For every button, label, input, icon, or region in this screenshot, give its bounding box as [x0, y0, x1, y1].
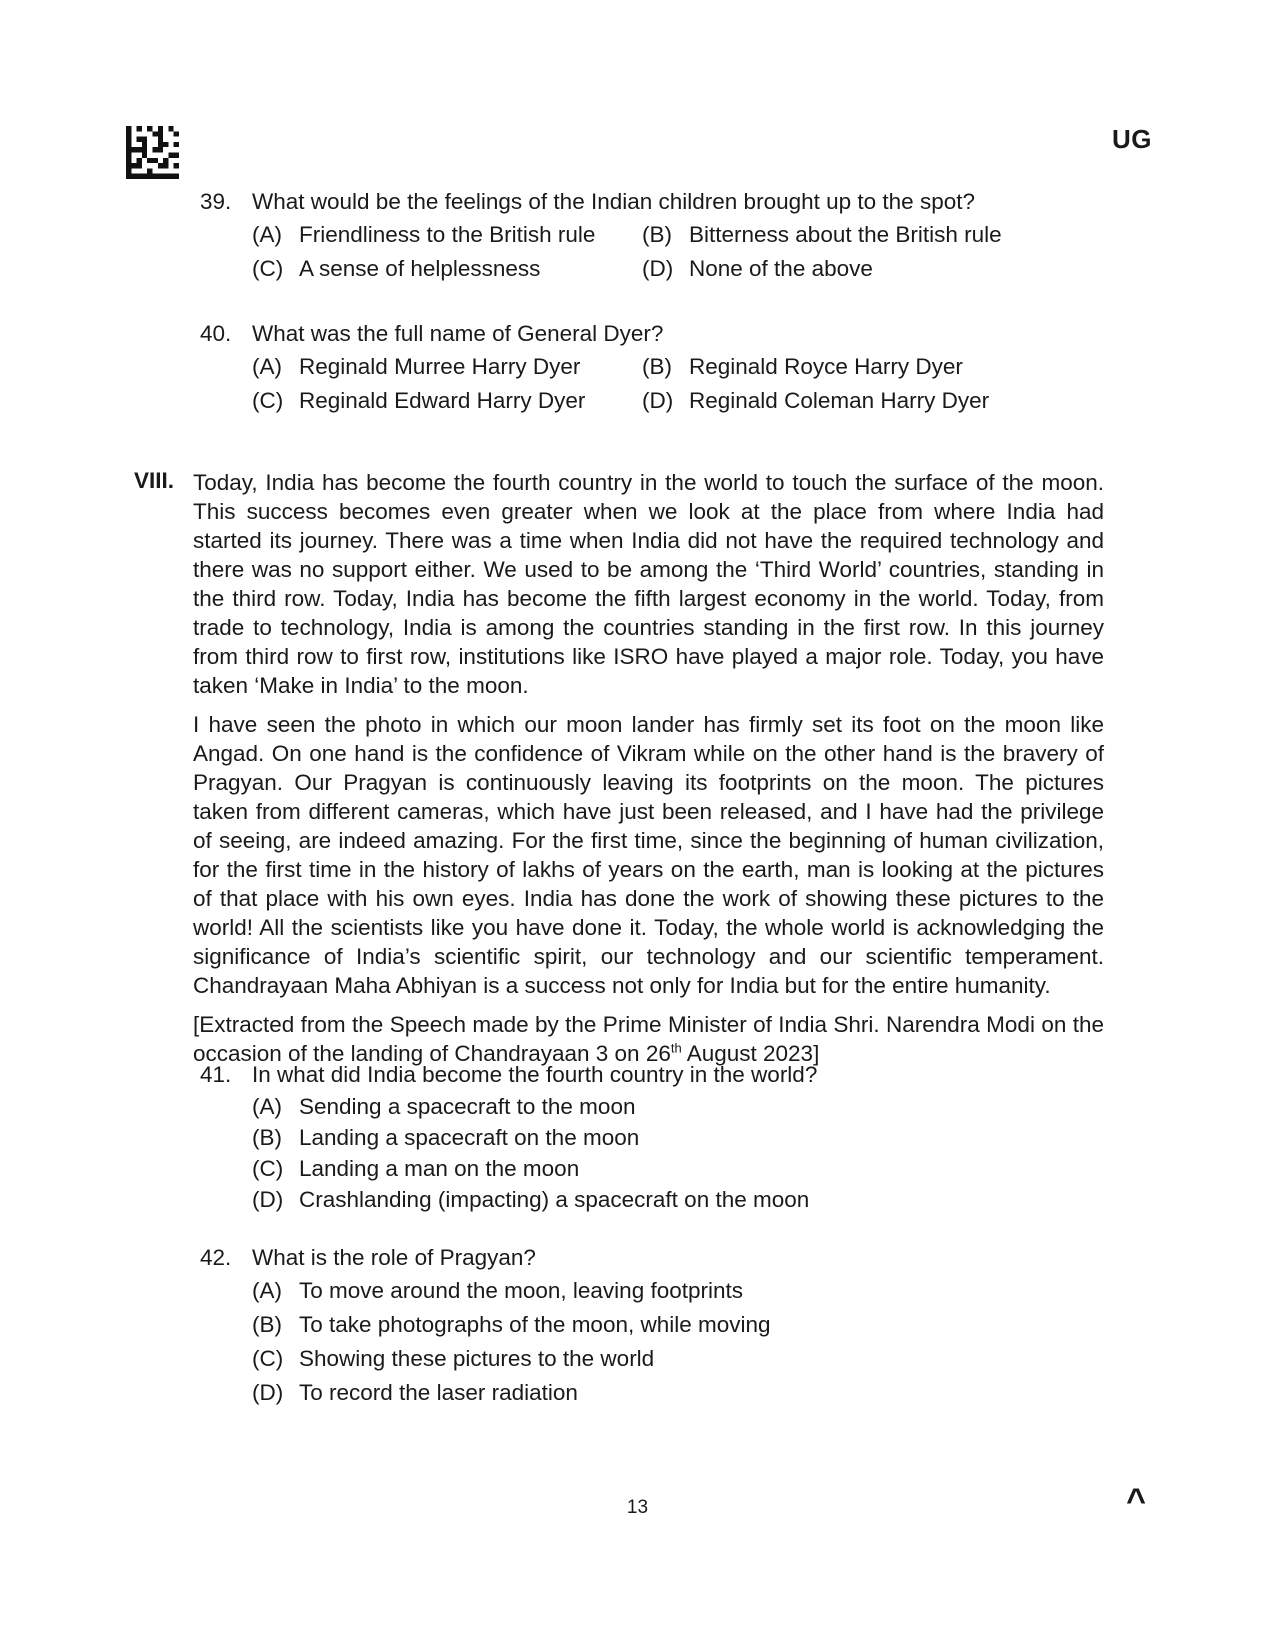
question-39: [200, 186, 1100, 286]
question-number: 41.: [200, 1062, 232, 1087]
qr-code-icon: [126, 126, 179, 179]
question-text: What would be the feelings of the Indian children brought up to the spot?: [252, 189, 975, 214]
question-number: 42.: [200, 1245, 232, 1270]
option-d: (D) None of the above: [642, 256, 873, 281]
option-d: (D) To record the laser radiation: [252, 1380, 578, 1405]
passage-paragraph-2: I have seen the photo in which our moon lander has firmly set its foot on the moon like Angad. On one hand is the confidence of Vikram while on the other hand is the bravery of Pragyan. Our Pragyan is continuously leaving its footprints on the moon. The pictures taken from different cameras, which have just been released, and I have had the privilege of seeing, are indeed amazing. For the first time, since the beginning of human civilization, for the first time in the history of lakhs of years on the earth, man is looking at the pictures of that place with his own eyes. India has done the work of showing these pictures to the world! All the scientists like you have done it. Today, the whole world is acknowledging the significance of India’s scientific spirit, our technology and our scientific temperament. Chandrayaan Maha Abhiyan is a success not only for India but for the entire humanity.: [193, 712, 1104, 998]
question-text: In what did India become the fourth country in the world?: [252, 1062, 818, 1087]
option-d: (D) Crashlanding (impacting) a spacecraft on the moon: [252, 1187, 810, 1212]
passage-paragraph-1: Today, India has become the fourth country in the world to touch the surface of the moon. This success becomes even greater when we look at the place from where India had started its journey. There was a time when India did not have the required technology and there was no support either. We used to be among the ‘Third World’ countries, standing in the third row. Today, India has become the fifth largest economy in the world. Today, from trade to technology, India is among the countries standing in the first row. In this journey from third row to first row, institutions like ISRO have played a major role. Today, you have taken ‘Make in India’ to the moon.: [193, 470, 1104, 698]
option-b: (B) Reginald Royce Harry Dyer: [642, 354, 963, 379]
option-c: (C) A sense of helplessness: [252, 256, 541, 281]
option-a: (A) Reginald Murree Harry Dyer: [252, 354, 581, 379]
passage-section: [134, 468, 1104, 1078]
paper-code: UG: [1112, 124, 1152, 154]
option-a: (A) Friendliness to the British rule: [252, 222, 596, 247]
question-40: [200, 318, 1100, 418]
question-number: 39.: [200, 189, 232, 214]
option-b: (B) Bitterness about the British rule: [642, 222, 1002, 247]
question-number: 40.: [200, 321, 232, 346]
question-41: [200, 1059, 1100, 1215]
question-text: What is the role of Pragyan?: [252, 1245, 536, 1270]
option-b: (B) To take photographs of the moon, while moving: [252, 1312, 771, 1337]
option-c: (C) Showing these pictures to the world: [252, 1346, 655, 1371]
option-a: (A) Sending a spacecraft to the moon: [252, 1094, 636, 1119]
option-a: (A) To move around the moon, leaving footprints: [252, 1278, 744, 1303]
page-number: 13: [626, 1497, 649, 1518]
question-42: [200, 1242, 1100, 1410]
option-d: (D) Reginald Coleman Harry Dyer: [642, 388, 990, 413]
option-c: (C) Landing a man on the moon: [252, 1156, 580, 1181]
caret-mark-icon: ^: [1126, 1482, 1146, 1520]
option-b: (B) Landing a spacecraft on the moon: [252, 1125, 640, 1150]
question-text: What was the full name of General Dyer?: [252, 321, 664, 346]
option-c: (C) Reginald Edward Harry Dyer: [252, 388, 586, 413]
section-label: VIII.: [134, 468, 175, 493]
passage-source: [Extracted from the Speech made by the Prime Minister of India Shri. Narendra Modi on the occasion of the landing of Chandrayaan 3 on 26th August 2023]: [193, 1012, 1104, 1066]
